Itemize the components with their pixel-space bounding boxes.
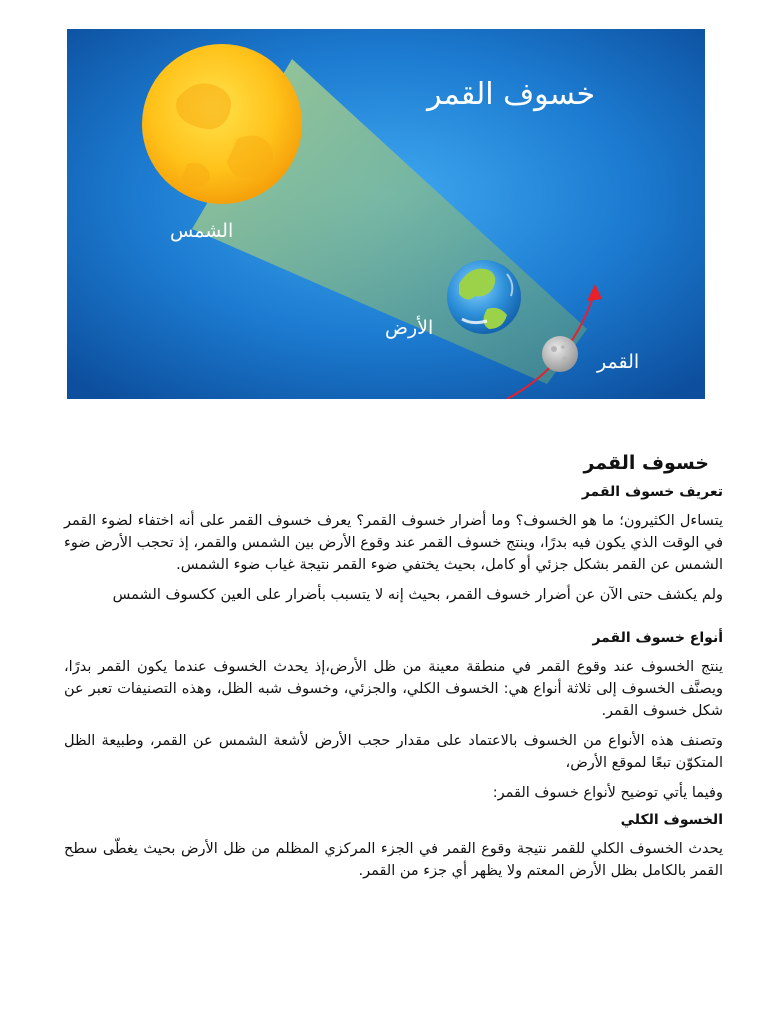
section-heading-definition: تعريف خسوف القمر bbox=[581, 484, 723, 500]
section-heading-types: أنواع خسوف القمر bbox=[592, 630, 723, 646]
paragraph: وتصنف هذه الأنواع من الخسوف بالاعتماد على مقدار حجب الأرض لأشعة الشمس عن القمر، وطبيعة الظل المتكوّن تبعًا لموقع الأرض، bbox=[64, 733, 723, 771]
paragraph: ينتج الخسوف عند وقوع القمر في منطقة معينة من ظل الأرض،إذ يحدث الخسوف عندما يكون القمر بدرًا، ويصنَّف الخسوف إلى ثلاثة أنواع هي: الخسوف الكلي، والجزئي، وخسوف شبه الظل، وهذه التصنيفات تعبر عن شكل خسوف القمر. bbox=[64, 659, 723, 719]
paragraph: يحدث الخسوف الكلي للقمر نتيجة وقوع القمر في الجزء المركزي المظلم من ظل الأرض بحيث يغطّى سطح القمر بالكامل بظل الأرض المعتم ولا يظهر أي جزء من القمر. bbox=[64, 841, 723, 879]
sun-label: الشمس bbox=[170, 220, 234, 242]
image-title: خسوف القمر bbox=[427, 77, 595, 112]
moon-label: القمر bbox=[597, 351, 640, 373]
article-body bbox=[64, 440, 723, 890]
earth-label: الأرض bbox=[385, 317, 434, 339]
eclipse-illustration bbox=[67, 29, 705, 399]
paragraph: ولم يكشف حتى الآن عن أضرار خسوف القمر، بحيث إنه لا يتسبب بأضرار على العين ككسوف الشمس bbox=[112, 587, 723, 603]
section-heading-total-eclipse: الخسوف الكلي bbox=[620, 812, 723, 828]
article-title: خسوف القمر bbox=[583, 452, 709, 474]
paragraph: يتساءل الكثيرون؛ ما هو الخسوف؟ وما أضرار خسوف القمر؟ يعرف خسوف القمر على أنه اختفاء لضوء القمر في الوقت الذي يكون فيه بدرًا، وينتج خسوف القمر عند وقوع الأرض بين الشمس والقمر، إذ تحجب الأرض ضوء الشمس عن القمر بشكل جزئي أو كامل، بحيث يختفي ضوء القمر نتيجة غياب ضوء الشمس. bbox=[64, 513, 723, 573]
moon-icon bbox=[542, 336, 578, 372]
eclipse-diagram bbox=[67, 29, 705, 399]
paragraph: وفيما يأتي توضيح لأنواع خسوف القمر: bbox=[492, 785, 723, 801]
